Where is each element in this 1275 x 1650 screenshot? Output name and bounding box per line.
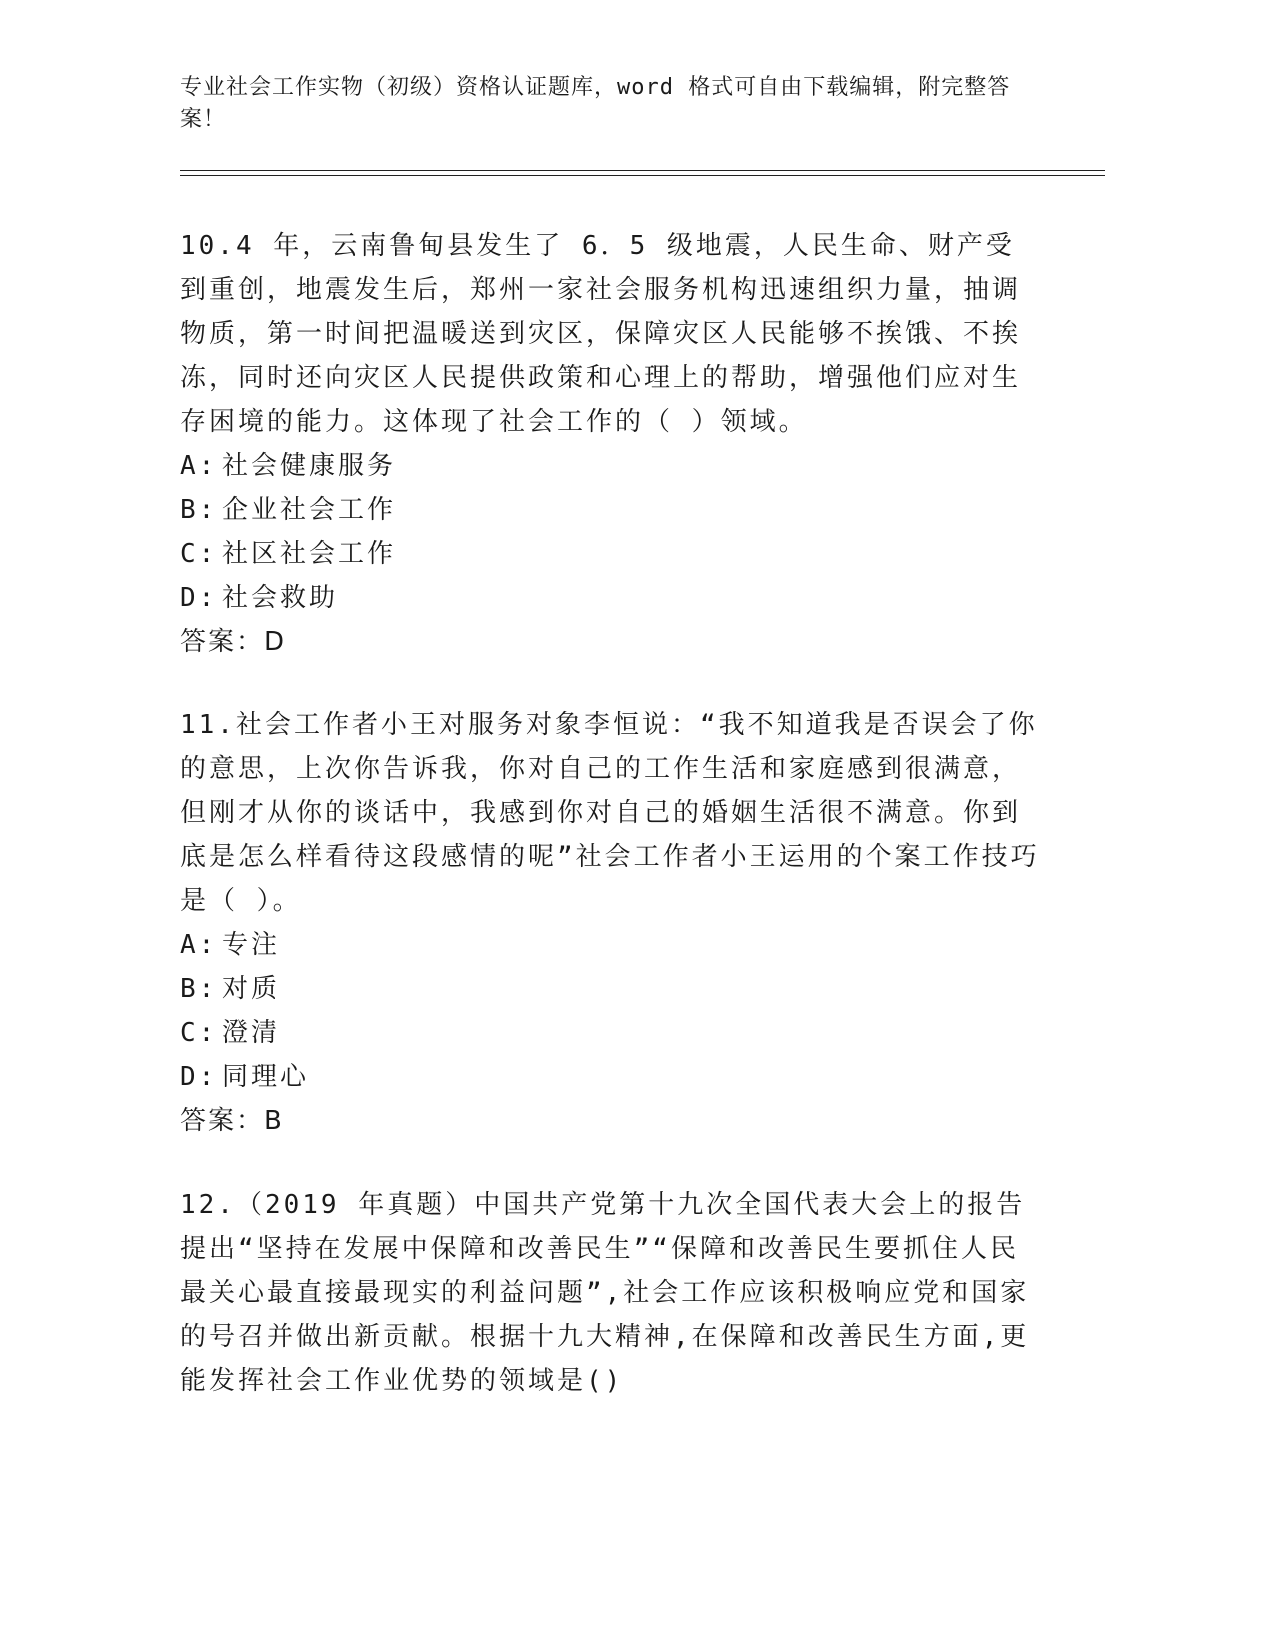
option-c	[180, 532, 1040, 576]
option-text: 社会健康服务	[222, 451, 397, 481]
option-b	[180, 967, 1040, 1011]
question-12	[180, 1183, 1040, 1403]
option-text: 同理心	[222, 1062, 310, 1092]
answer-line: 答案：B	[180, 1106, 284, 1136]
option-letter: A:	[180, 930, 218, 960]
option-letter: B:	[180, 974, 218, 1004]
document-header: 专业社会工作实物（初级）资格认证题库，word 格式可自由下载编辑，附完整答案！	[180, 75, 1011, 132]
option-d	[180, 576, 1040, 620]
option-text: 企业社会工作	[222, 495, 397, 525]
option-letter: D:	[180, 583, 218, 613]
question-11	[180, 703, 1040, 1143]
option-text: 对质	[222, 974, 281, 1004]
option-b	[180, 488, 1040, 532]
question-stem: 12.（2019 年真题）中国共产党第十九次全国代表大会上的报告提出“坚持在发展中保障和改善民生”“保障和改善民生要抓住人民最关心最直接最现实的利益问题”,社会工作应该积极响应党和国家的号召并做出新贡献。根据十九大精神,在保障和改善民生方面,更能发挥社会工作业优势的领域是()	[180, 1190, 1030, 1396]
header-divider-top	[180, 170, 1105, 171]
option-a	[180, 444, 1040, 488]
option-text: 澄清	[222, 1018, 281, 1048]
option-list	[180, 444, 1040, 620]
option-letter: A:	[180, 451, 218, 481]
option-letter: C:	[180, 1018, 218, 1048]
header-divider-bottom	[180, 175, 1105, 176]
option-list	[180, 923, 1040, 1099]
question-stem: 11.社会工作者小王对服务对象李恒说：“我不知道我是否误会了你的意思，上次你告诉我，你对自己的工作生活和家庭感到很满意，但刚才从你的谈话中，我感到你对自己的婚姻生活很不满意。你到底是怎么样看待这段感情的呢”社会工作者小王运用的个案工作技巧是（ ）。	[180, 710, 1040, 916]
question-stem: 10.4 年，云南鲁甸县发生了 6．5 级地震，人民生命、财产受到重创，地震发生后，郑州一家社会服务机构迅速组织力量，抽调物质，第一时间把温暖送到灾区，保障灾区人民能够不挨饿、不挨冻，同时还向灾区人民提供政策和心理上的帮助，增强他们应对生存困境的能力。这体现了社会工作的（ ）领域。	[180, 231, 1022, 437]
option-letter: D:	[180, 1062, 218, 1092]
option-c	[180, 1011, 1040, 1055]
option-text: 社会救助	[222, 583, 339, 613]
answer-line: 答案：D	[180, 627, 287, 657]
option-d	[180, 1055, 1040, 1099]
option-a	[180, 923, 1040, 967]
question-10	[180, 224, 1040, 664]
option-text: 社区社会工作	[222, 539, 397, 569]
option-letter: B:	[180, 495, 218, 525]
option-letter: C:	[180, 539, 218, 569]
option-text: 专注	[222, 930, 281, 960]
